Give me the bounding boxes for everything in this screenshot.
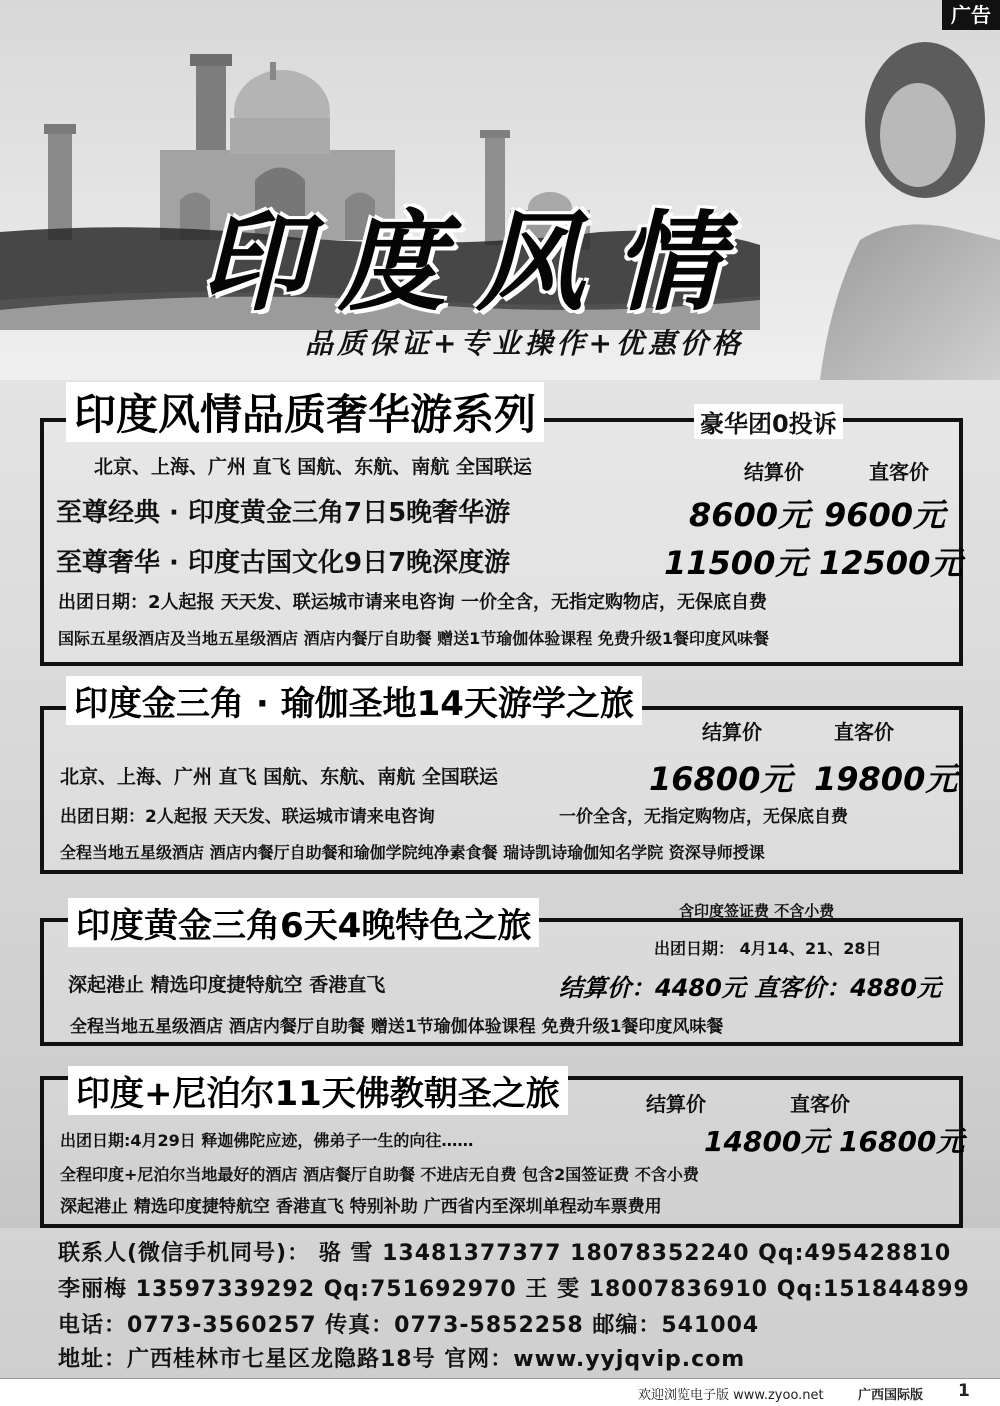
- departure-info: 出团日期： 4月14、21、28日: [654, 939, 882, 958]
- tagline: 品质保证+专业操作+优惠价格: [305, 327, 744, 360]
- footer-website: 欢迎浏览电子版 www.zyoo.net: [638, 1388, 824, 1403]
- tour-name: 至尊奢华 · 印度古国文化9日7晚深度游: [56, 548, 511, 578]
- departure-info: 出团日期:4月29日 释迦佛陀应迹，佛弟子一生的向往……: [60, 1131, 474, 1150]
- route-info: 深起港止 精选印度捷特航空 香港直飞 特别补助 广西省内至深圳单程动车票费用: [60, 1197, 662, 1217]
- settle-price: 11500元: [664, 544, 808, 582]
- section-title: 印度风情品质奢华游系列: [66, 382, 544, 442]
- features: 全程当地五星级酒店 酒店内餐厅自助餐和瑜伽学院纯净素食餐 瑞诗凯诗瑜伽知名学院 资深导师授课: [60, 843, 765, 862]
- settle-price: 8600元: [689, 496, 811, 534]
- direct-price: 16800元: [839, 1125, 965, 1158]
- direct-price-label: 直客价: [834, 720, 894, 744]
- direct-price: 12500元: [819, 544, 963, 582]
- settle-price: 16800元: [649, 760, 793, 798]
- section-title: 印度+尼泊尔11天佛教朝圣之旅: [68, 1066, 568, 1115]
- direct-price: 9600元: [824, 496, 946, 534]
- departure-info: 出团日期：2人起报 天天发、联运城市请来电咨询: [60, 807, 435, 827]
- ad-label: 广告: [942, 0, 1000, 30]
- visa-note: 含印度签证费 不含小费: [679, 902, 835, 920]
- price-line: 结算价：4480元 直客价：4880元: [559, 974, 941, 1002]
- phone-fax-zip: 电话：0773-3560257 传真：0773-5852258 邮编：541004: [58, 1313, 760, 1338]
- route-info: 北京、上海、广州 直飞 国航、东航、南航 全国联运: [94, 456, 532, 478]
- page-number: 1: [958, 1381, 970, 1401]
- settle-price-label: 结算价: [646, 1092, 706, 1116]
- address-website: 地址：广西桂林市七星区龙隐路18号 官网：www.yyjqvip.com: [58, 1347, 746, 1372]
- settle-price-label: 结算价: [744, 460, 804, 484]
- features: 全程当地五星级酒店 酒店内餐厅自助餐 赠送1节瑜伽体验课程 免费升级1餐印度风味餐: [70, 1017, 724, 1037]
- section-title: 印度金三角 · 瑜伽圣地14天游学之旅: [66, 676, 642, 725]
- inclusive-info: 一价全含，无指定购物店，无保底自费: [559, 807, 848, 827]
- direct-price-label: 直客价: [790, 1092, 850, 1116]
- footer-brand: 广西国际版: [858, 1388, 924, 1403]
- zero-complaint-badge: 豪华团0投诉: [694, 404, 843, 439]
- settle-price-label: 结算价: [702, 720, 762, 744]
- route-info: 北京、上海、广州 直飞 国航、东航、南航 全国联运: [60, 766, 498, 788]
- features: 全程印度+尼泊尔当地最好的酒店 酒店餐厅自助餐 不进店无自费 包含2国签证费 不含小费: [60, 1165, 699, 1184]
- contact-block: [0, 1228, 1000, 1378]
- direct-price-label: 直客价: [869, 460, 929, 484]
- footer-bar: [0, 1378, 1000, 1406]
- tour-section-golden-triangle: [40, 902, 963, 1046]
- features: 国际五星级酒店及当地五星级酒店 酒店内餐厅自助餐 赠送1节瑜伽体验课程 免费升级1餐印度风味餐: [58, 629, 769, 648]
- contact-line-secondary: 李丽梅 13597339292 Qq:751692970 王 雯 18007836910 Qq:151844899: [58, 1277, 970, 1302]
- tour-section-luxury: [40, 390, 963, 666]
- settle-price: 14800元: [704, 1125, 830, 1158]
- hero-banner: [0, 0, 1000, 380]
- departure-info: 出团日期：2人起报 天天发、联运城市请来电咨询 一价全含，无指定购物店，无保底自费: [58, 592, 768, 613]
- tour-section-pilgrimage: [40, 1076, 963, 1228]
- main-title: 印度风情: [200, 200, 753, 326]
- tour-name: 至尊经典 · 印度黄金三角7日5晚奢华游: [56, 498, 511, 528]
- contact-line-primary: 联系人(微信手机同号)： 骆 雪 13481377377 18078352240 Qq:495428810: [58, 1241, 952, 1266]
- direct-price: 19800元: [814, 760, 958, 798]
- route-info: 深起港止 精选印度捷特航空 香港直飞: [68, 974, 386, 996]
- tour-section-yoga: [40, 684, 963, 874]
- section-title: 印度黄金三角6天4晚特色之旅: [68, 898, 539, 947]
